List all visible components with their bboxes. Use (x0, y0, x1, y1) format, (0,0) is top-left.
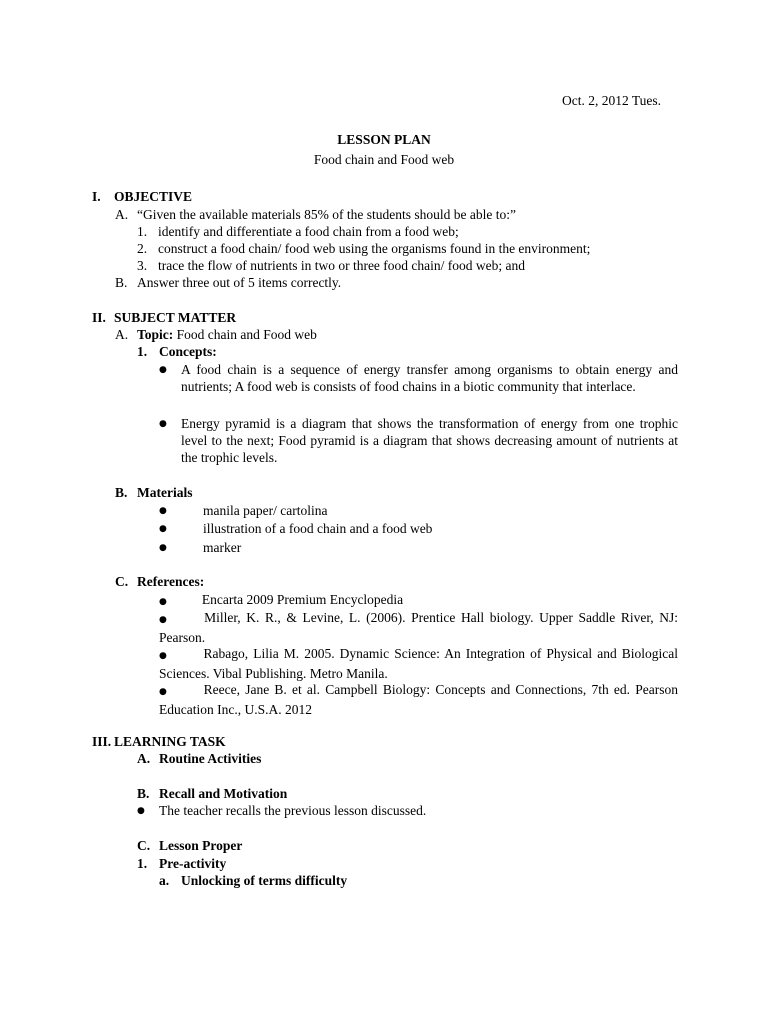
material-3: marker (203, 540, 242, 555)
topic-label: Topic: (137, 327, 174, 342)
lesson-proper-label: C. (137, 838, 151, 853)
routine-label: A. (137, 751, 151, 766)
lesson-proper-title: Lesson Proper (159, 838, 243, 853)
document-subtitle: Food chain and Food web (313, 152, 455, 167)
bullet-icon: ● (159, 506, 167, 516)
section-3-number: III. (92, 734, 112, 749)
pre-activity-number: 1. (137, 856, 148, 871)
topic-text: Food chain and Food web (176, 327, 317, 342)
date-line: Oct. 2, 2012 Tues. (562, 93, 662, 108)
references-title: References: (137, 574, 205, 589)
reference-1-text: Encarta 2009 Premium Encyclopedia (201, 592, 404, 607)
section-2-title: SUBJECT MATTER (114, 310, 237, 325)
recall-item: The teacher recalls the previous lesson discussed. (159, 803, 427, 818)
recall-label: B. (137, 786, 150, 801)
bullet-icon: ● (137, 806, 145, 816)
bullet-icon: ● (159, 687, 169, 697)
objective-a-text: “Given the available materials 85% of the students should be able to:” (137, 207, 517, 222)
references-label: C. (115, 574, 129, 589)
topic-line (137, 326, 317, 343)
bullet-icon: ● (159, 543, 167, 553)
concepts-number: 1. (137, 344, 148, 359)
bullet-icon: ● (159, 597, 167, 607)
material-2: illustration of a food chain and a food web (203, 521, 433, 536)
reference-4 (159, 681, 678, 718)
objective-item-1-number: 1. (137, 224, 148, 239)
materials-label: B. (115, 485, 128, 500)
concept-1: A food chain is a sequence of energy transfer among organisms to obtain energy and nutrients; A food web is consists of food chains in a biotic community that interlace. (181, 362, 678, 394)
concept-2: Energy pyramid is a diagram that shows the transformation of energy from one trophic level to the next; Food pyramid is a diagram that shows decreasing amount of nutrients at the trophic levels. (181, 416, 678, 465)
objective-item-2: construct a food chain/ food web using the organisms found in the environment; (158, 241, 591, 256)
bullet-icon: ● (159, 615, 170, 625)
objective-b-label: B. (115, 275, 128, 290)
unlocking-number: a. (159, 873, 170, 888)
bullet-icon: ● (159, 524, 167, 534)
objective-item-2-number: 2. (137, 241, 148, 256)
section-1-title: OBJECTIVE (114, 189, 193, 204)
reference-3 (159, 645, 678, 682)
objective-item-3: trace the flow of nutrients in two or three food chain/ food web; and (158, 258, 526, 273)
reference-2 (159, 609, 678, 646)
objective-item-1: identify and differentiate a food chain from a food web; (158, 224, 459, 239)
routine-title: Routine Activities (159, 751, 262, 766)
concepts-label: Concepts: (159, 344, 217, 359)
section-3-title: LEARNING TASK (114, 734, 226, 749)
unlocking-title: Unlocking of terms difficulty (181, 873, 348, 888)
recall-title: Recall and Motivation (159, 786, 288, 801)
material-1: manila paper/ cartolina (203, 503, 328, 518)
reference-2-text: Miller, K. R., & Levine, L. (2006). Prentice Hall biology. Upper Saddle River, NJ: Pearson. (159, 610, 678, 645)
reference-3-text: Rabago, Lilia M. 2005. Dynamic Science: An Integration of Physical and Biological Sciences. Vibal Publishing. Metro Manila. (159, 646, 678, 681)
section-1-number: I. (92, 189, 101, 204)
pre-activity-title: Pre-activity (159, 856, 227, 871)
reference-1 (159, 591, 678, 611)
subject-a-label: A. (115, 327, 129, 342)
bullet-icon: ● (159, 419, 167, 429)
objective-b-text: Answer three out of 5 items correctly. (137, 275, 342, 290)
bullet-icon: ● (159, 651, 169, 661)
objective-item-3-number: 3. (137, 258, 148, 273)
document-title: LESSON PLAN (337, 132, 431, 147)
reference-4-text: Reece, Jane B. et al. Campbell Biology: Concepts and Connections, 7th ed. Pearson Education Inc., U.S.A. 2012 (159, 682, 678, 717)
objective-a-label: A. (115, 207, 129, 222)
materials-title: Materials (137, 485, 193, 500)
section-2-number: II. (92, 310, 106, 325)
bullet-icon: ● (159, 365, 167, 375)
